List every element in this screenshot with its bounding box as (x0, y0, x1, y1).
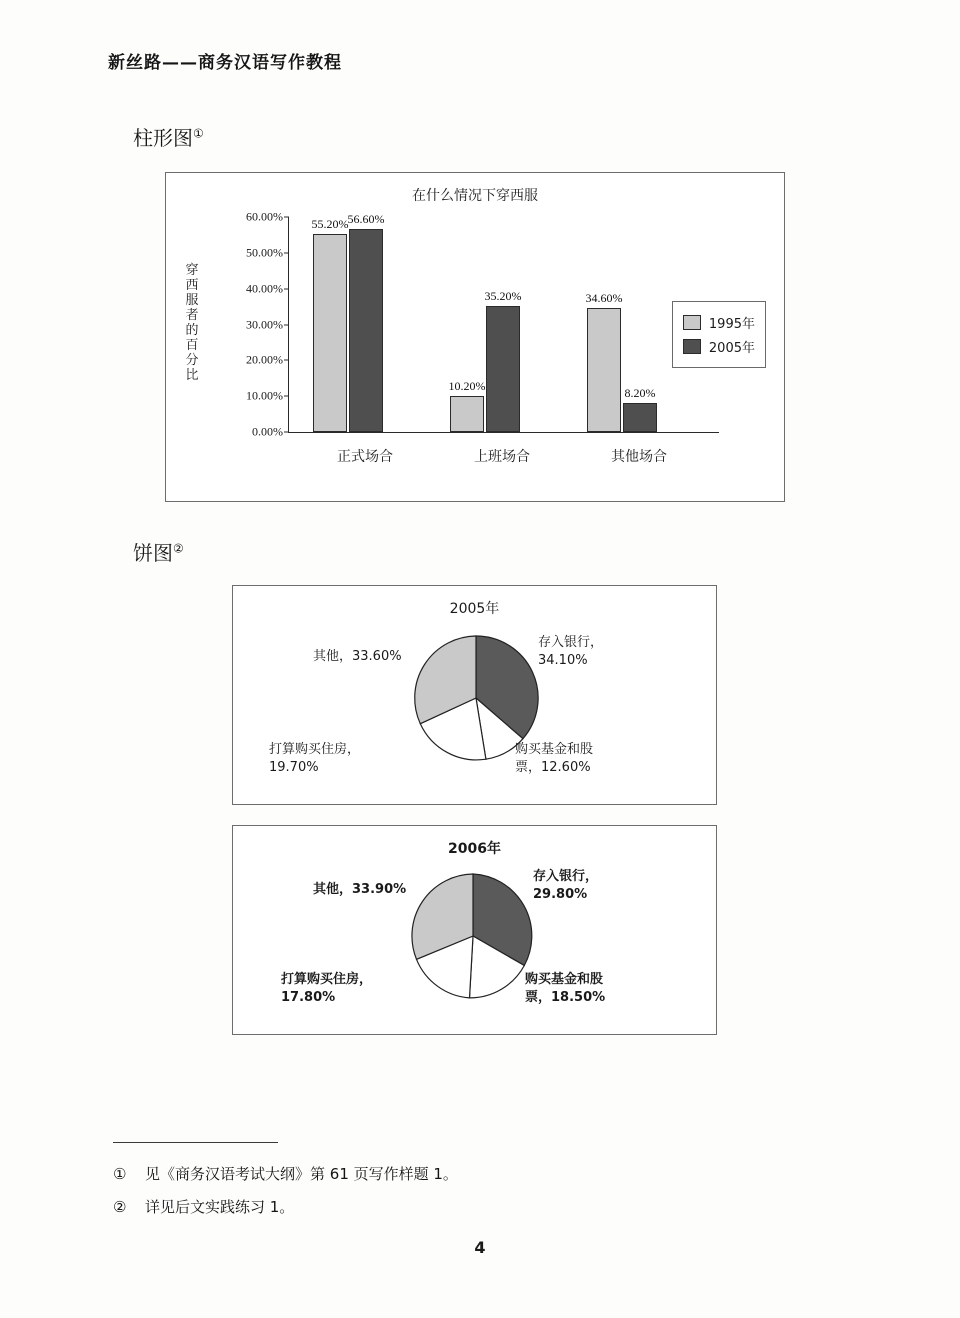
pie-caption-text: 饼图 (133, 541, 173, 565)
bar-caption-footnote-marker: ① (193, 126, 204, 141)
footnote-1 (113, 1163, 458, 1184)
running-header: 新丝路——商务汉语写作教程 (108, 53, 342, 73)
bar-value-label: 35.20% (484, 288, 522, 303)
y-tick-label: 20.00% (246, 352, 283, 367)
bar-value-label: 55.20% (311, 217, 349, 232)
x-category-label: 上班场合 (474, 449, 530, 465)
y-tick-label: 50.00% (246, 245, 283, 260)
pie-slice-label-other: 其他，33.60% (313, 649, 402, 664)
bar-2005-work (484, 288, 522, 432)
legend-item-1995 (683, 313, 755, 332)
legend-label: 2005年 (708, 341, 755, 356)
pie-chart-title: 2005年 (449, 601, 500, 617)
legend-swatch-icon (683, 315, 701, 330)
y-tick-label: 60.00% (246, 209, 283, 224)
pie-slice-label-other: 其他，33.90% (313, 882, 407, 897)
bar-value-label: 8.20% (624, 385, 656, 400)
pie-slice-label-housing: 打算购买住房， 17.80% (281, 972, 373, 1005)
y-tick-label: 30.00% (246, 317, 283, 331)
footnote-text: 见《商务汉语考试大纲》第 61 页写作样题 1。 (145, 1165, 458, 1183)
legend-swatch-icon (683, 339, 701, 354)
pie-slice-label-funds: 购买基金和股 票，18.50% (525, 972, 606, 1005)
legend-label: 1995年 (708, 317, 755, 332)
bar-caption-text: 柱形图 (133, 126, 193, 150)
y-tick-label: 40.00% (246, 281, 283, 296)
footnote-2 (113, 1196, 294, 1217)
pie-chart-title: 2006年 (448, 841, 501, 857)
bar-group (444, 217, 564, 465)
bar-value-label: 56.60% (347, 212, 385, 227)
footnote-marker: ② (113, 1198, 127, 1216)
x-category-label: 其他场合 (611, 449, 667, 465)
bar-group (307, 212, 427, 465)
bar-1995-formal (311, 217, 349, 432)
bar-value-label: 34.60% (585, 291, 623, 305)
pie-slice-label-housing: 打算购买住房， 19.70% (269, 742, 361, 775)
footnote-divider (113, 1142, 278, 1143)
bar-chart-title: 在什么情况下穿西服 (412, 188, 538, 204)
bar-value-label: 10.20% (448, 378, 486, 393)
x-category-label: 正式场合 (337, 449, 393, 465)
bar-chart-y-axis-label: 穿西服者的百分比 (185, 263, 199, 383)
footnote-marker: ① (113, 1165, 127, 1183)
pie-slice-label-funds: 购买基金和股 票，12.60% (515, 742, 594, 775)
bar-chart-caption (133, 122, 204, 151)
legend-item-2005 (683, 337, 755, 356)
bar-1995-other (585, 291, 623, 432)
y-tick-label: 0.00% (252, 424, 283, 439)
page-number: 4 (474, 1238, 486, 1257)
pie-chart-caption (133, 537, 184, 566)
pie-svg-icon (403, 866, 543, 1006)
pie-chart-2006 (232, 825, 717, 1035)
pie-graphic (403, 866, 543, 1011)
bar-chart-plot-area (246, 209, 719, 465)
pie-chart-2005 (232, 585, 717, 805)
pie-slice-label-bank: 存入银行， 34.10% (538, 635, 604, 668)
bar-2005-formal (347, 212, 385, 432)
y-tick-label: 10.00% (246, 388, 283, 403)
pie-caption-footnote-marker: ② (173, 541, 184, 556)
bar-chart (165, 172, 785, 502)
bar-chart-legend (672, 301, 766, 368)
bar-1995-work (448, 378, 486, 433)
footnote-text: 详见后文实践练习 1。 (145, 1198, 295, 1216)
bar-2005-other (623, 385, 657, 432)
pie-slice-label-bank: 存入银行， 29.80% (533, 869, 599, 902)
